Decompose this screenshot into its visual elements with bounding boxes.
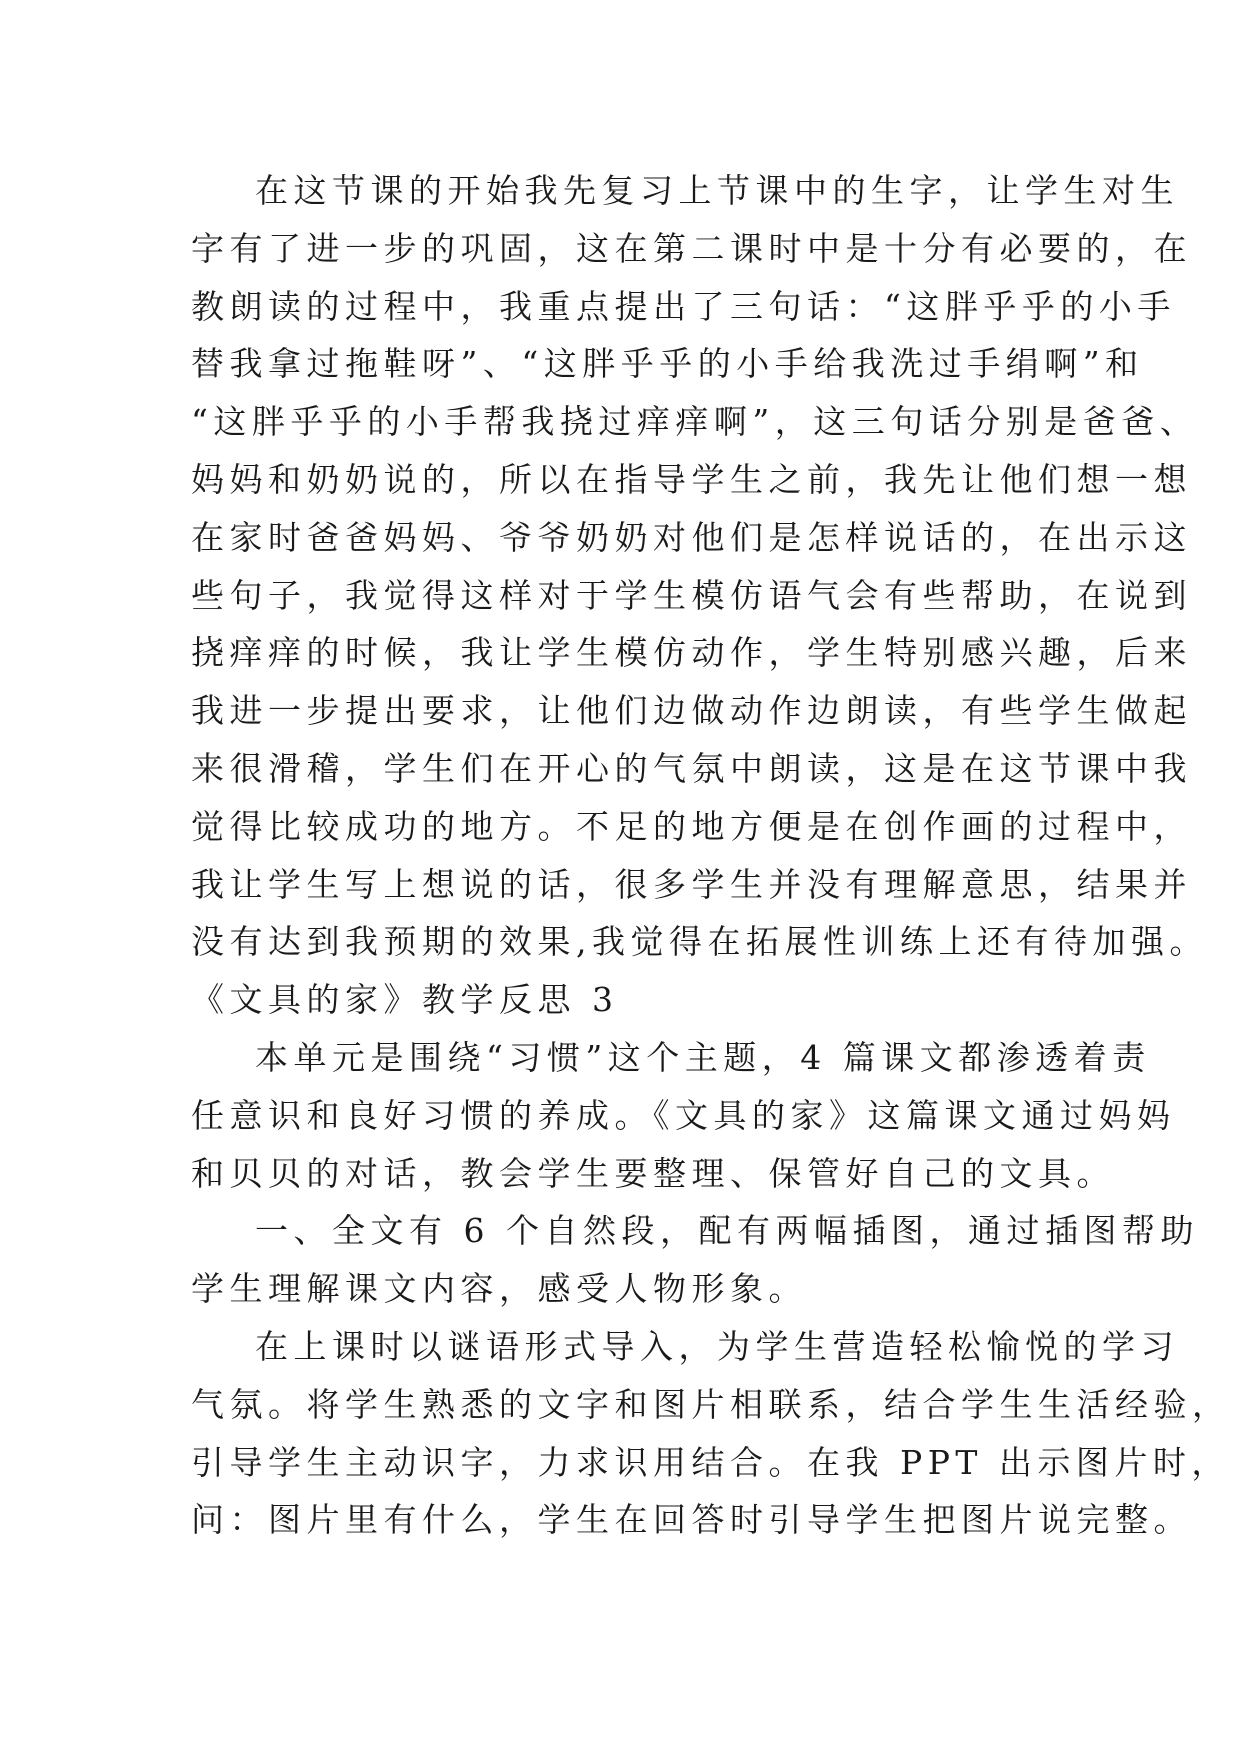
text-line: 在家时爸爸妈妈、爷爷奶奶对他们是怎样说话的，在出示这	[191, 517, 1192, 557]
text-line: 任意识和良好习惯的养成。《文具的家》这篇课文通过妈妈	[191, 1095, 1176, 1135]
text-line: 引导学生主动识字，力求识用结合。在我 PPT 出示图片时，	[191, 1442, 1230, 1482]
text-line: 问：图片里有什么，学生在回答时引导学生把图片说完整。	[191, 1500, 1192, 1540]
text-line: 和贝贝的对话，教会学生要整理、保管好自己的文具。	[191, 1153, 1115, 1193]
text-line: 妈妈和奶奶说的，所以在指导学生之前，我先让他们想一想	[191, 459, 1192, 499]
text-line: 在上课时以谜语形式导入，为学生营造轻松愉悦的学习	[255, 1326, 1179, 1366]
text-line: 本单元是围绕“习惯”这个主题，4 篇课文都渗透着责	[255, 1037, 1151, 1077]
text-line: 学生理解课文内容，感受人物形象。	[191, 1269, 807, 1309]
text-line: 一、全文有 6 个自然段，配有两幅插图，通过插图帮助	[255, 1211, 1199, 1251]
text-line: 字有了进一步的巩固，这在第二课时中是十分有必要的，在	[191, 228, 1192, 268]
document-body	[191, 162, 1231, 1549]
text-line: 挠痒痒的时候，我让学生模仿动作，学生特别感兴趣，后来	[191, 633, 1192, 673]
text-line: 在这节课的开始我先复习上节课中的生字，让学生对生	[255, 171, 1179, 210]
text-line: “这胖乎乎的小手帮我挠过痒痒啊”，这三句话分别是爸爸、	[191, 402, 1199, 442]
text-line: 没有达到我预期的效果,我觉得在拓展性训练上还有待加强。	[191, 922, 1208, 962]
section-heading: 《文具的家》教学反思 3	[191, 980, 619, 1020]
text-line: 气氛。将学生熟悉的文字和图片相联系，结合学生生活经验，	[191, 1384, 1231, 1424]
text-line: 我让学生写上想说的话，很多学生并没有理解意思，结果并	[191, 864, 1192, 904]
text-line: 我进一步提出要求，让他们边做动作边朗读，有些学生做起	[191, 691, 1192, 731]
text-line: 来很滑稽，学生们在开心的气氛中朗读，这是在这节课中我	[191, 748, 1192, 788]
text-line: 替我拿过拖鞋呀”、“这胖乎乎的小手给我洗过手绢啊”和	[191, 344, 1144, 384]
text-line: 教朗读的过程中，我重点提出了三句话：“这胖乎乎的小手	[191, 286, 1176, 326]
text-line: 些句子，我觉得这样对于学生模仿语气会有些帮助，在说到	[191, 575, 1192, 615]
text-line: 觉得比较成功的地方。不足的地方便是在创作画的过程中，	[191, 806, 1192, 846]
